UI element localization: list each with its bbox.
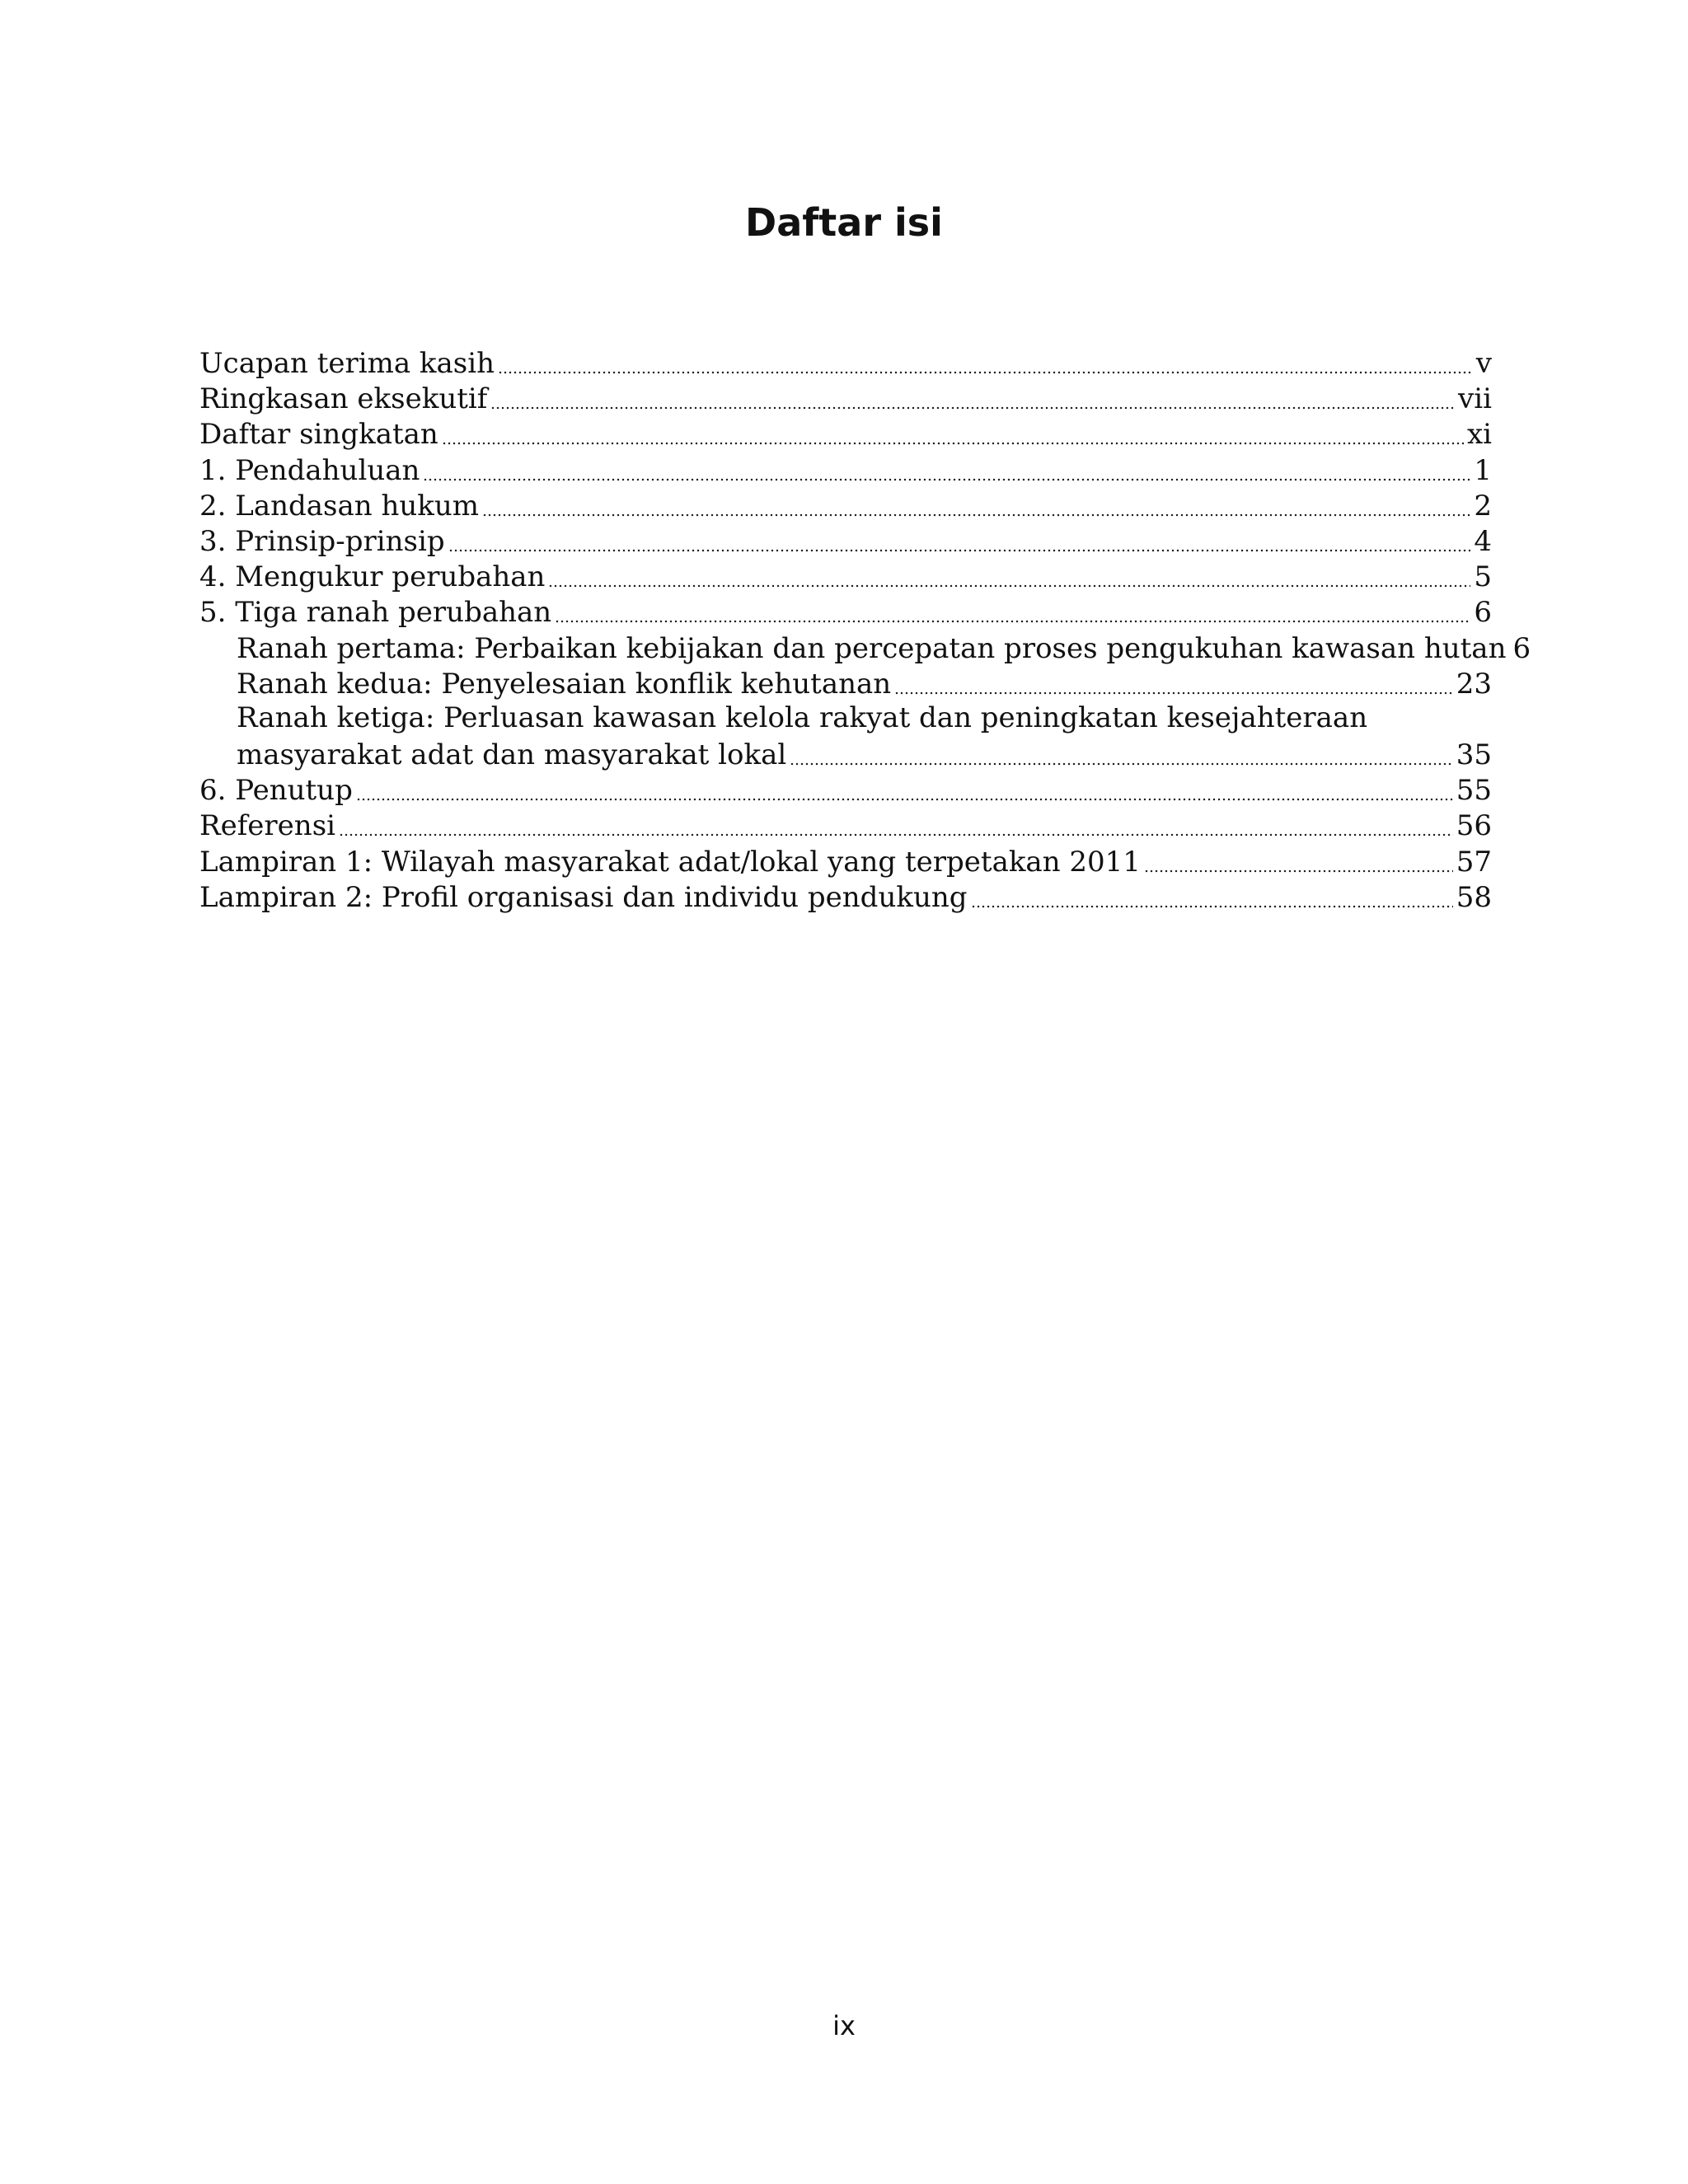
- table-of-contents: [199, 344, 1531, 914]
- dot-leader: [555, 595, 1470, 623]
- toc-entry-title: 5. Tiga ranah perubahan: [199, 596, 552, 630]
- toc-entry-ucapan-terima-kasih[interactable]: [199, 344, 1492, 380]
- toc-entry-page: 6: [1474, 596, 1492, 630]
- toc-entry-title: Lampiran 2: Profil organisasi dan individu pendukung: [199, 880, 968, 914]
- toc-entry-title-line-2: masyarakat adat dan masyarakat lokal: [237, 738, 787, 772]
- dot-leader: [482, 489, 1470, 517]
- page-number: ix: [832, 2010, 856, 2041]
- toc-entry-daftar-singkatan[interactable]: [199, 415, 1492, 451]
- toc-entry-title: 6. Penutup: [199, 774, 353, 808]
- toc-entry-tiga-ranah-perubahan[interactable]: [199, 593, 1492, 629]
- dot-leader: [423, 453, 1470, 481]
- toc-entry-page: v: [1475, 347, 1492, 380]
- dot-leader: [356, 773, 1453, 801]
- toc-entry-page: 58: [1456, 880, 1492, 914]
- toc-entry-page: 57: [1456, 845, 1492, 879]
- toc-entry-ringkasan-eksekutif[interactable]: [199, 380, 1492, 415]
- toc-entry-title: Ringkasan eksekutif: [199, 382, 488, 416]
- toc-entry-title: Ucapan terima kasih: [199, 347, 495, 380]
- toc-entry-title: 4. Mengukur perubahan: [199, 560, 546, 594]
- toc-entry-title: 2. Landasan hukum: [199, 489, 479, 523]
- dot-leader: [498, 346, 1473, 374]
- dot-leader: [971, 880, 1453, 908]
- toc-entry-page: 55: [1456, 774, 1492, 808]
- toc-entry-page: 5: [1474, 560, 1492, 594]
- toc-entry-page: 35: [1456, 738, 1492, 772]
- toc-entry-page: vii: [1458, 382, 1492, 416]
- toc-entry-page: 6: [1512, 631, 1531, 665]
- dot-leader: [448, 524, 1471, 552]
- toc-entry-title: Ranah pertama: Perbaikan kebijakan dan percepatan proses pengukuhan kawasan hutan: [237, 631, 1507, 665]
- dot-leader: [442, 417, 1464, 445]
- toc-entry-prinsip-prinsip[interactable]: [199, 523, 1492, 558]
- toc-entry-penutup[interactable]: [199, 771, 1492, 807]
- toc-entry-page: xi: [1466, 418, 1492, 452]
- toc-entry-ranah-kedua[interactable]: [199, 665, 1492, 701]
- dot-leader: [490, 382, 1455, 410]
- toc-entry-line-2: [237, 736, 1492, 771]
- dot-leader: [548, 560, 1470, 588]
- toc-entry-mengukur-perubahan[interactable]: [199, 558, 1492, 593]
- toc-entry-page: 23: [1456, 667, 1492, 701]
- toc-entry-page: 2: [1474, 489, 1492, 523]
- page-title: Daftar isi: [745, 200, 943, 245]
- toc-entry-page: 1: [1474, 453, 1492, 487]
- toc-entry-referensi[interactable]: [199, 807, 1492, 842]
- toc-entry-lampiran-1[interactable]: [199, 843, 1492, 879]
- toc-entry-page: 56: [1456, 809, 1492, 843]
- dot-leader: [339, 808, 1453, 837]
- toc-entry-title: Lampiran 1: Wilayah masyarakat adat/lokal yang terpetakan 2011: [199, 845, 1141, 879]
- toc-entry-title: Referensi: [199, 809, 336, 843]
- toc-entry-title: 3. Prinsip-prinsip: [199, 524, 445, 558]
- dot-leader: [1144, 845, 1453, 873]
- toc-entry-title: Daftar singkatan: [199, 418, 438, 452]
- toc-entry-title: Ranah kedua: Penyelesaian konflik kehutanan: [237, 667, 892, 701]
- toc-entry-lampiran-2[interactable]: [199, 879, 1492, 914]
- dot-leader: [790, 738, 1453, 766]
- toc-entry-ranah-pertama[interactable]: [199, 630, 1531, 665]
- toc-entry-title-line-1: Ranah ketiga: Perluasan kawasan kelola rakyat dan peningkatan kesejahteraan: [237, 701, 1368, 734]
- toc-entry-title: 1. Pendahuluan: [199, 453, 420, 487]
- toc-entry-landasan-hukum[interactable]: [199, 487, 1492, 523]
- toc-entry-ranah-ketiga[interactable]: [199, 701, 1492, 771]
- toc-entry-pendahuluan[interactable]: [199, 452, 1492, 487]
- toc-entry-page: 4: [1474, 524, 1492, 558]
- dot-leader: [894, 667, 1453, 695]
